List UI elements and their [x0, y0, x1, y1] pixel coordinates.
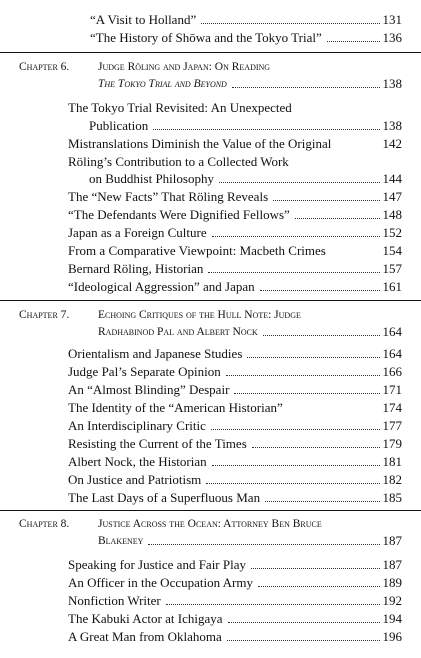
dot-leader — [219, 182, 380, 183]
entry-page: 142 — [382, 136, 402, 151]
chapter-page: 138 — [382, 76, 402, 91]
dot-leader — [226, 375, 380, 376]
chapter-title-line2: The Tokyo Trial and Beyond — [98, 78, 227, 90]
entry-page: 157 — [382, 261, 402, 276]
toc-entry — [68, 364, 402, 380]
toc-entry — [68, 261, 402, 277]
toc-entry — [68, 225, 402, 241]
entry-page: 166 — [382, 364, 402, 379]
dot-leader — [208, 272, 379, 273]
entry-title: “Ideological Aggression” and Japan — [68, 279, 255, 294]
entry-title: A Great Man from Oklahoma — [68, 629, 222, 644]
entry-title: Bernard Röling, Historian — [68, 261, 204, 276]
entry-page: 148 — [382, 207, 402, 222]
entry-page: 174 — [382, 400, 402, 415]
entry-title: From a Comparative Viewpoint: Macbeth Crimes — [68, 243, 326, 258]
entry-page: 147 — [382, 189, 402, 204]
dot-leader — [212, 465, 380, 466]
toc-entry — [68, 207, 402, 223]
entry-page: 171 — [382, 382, 402, 397]
entry-page: 144 — [382, 171, 402, 186]
entry-page: 189 — [382, 575, 402, 590]
dot-leader — [273, 200, 379, 201]
toc-entry — [68, 243, 402, 259]
dot-leader — [263, 335, 380, 336]
entry-page: 131 — [382, 12, 402, 27]
dot-leader — [232, 87, 380, 88]
toc-entry — [68, 100, 402, 116]
entry-title: The Tokyo Trial Revisited: An Unexpected — [68, 100, 292, 115]
entry-title: The Kabuki Actor at Ichigaya — [68, 611, 223, 626]
dot-leader — [212, 236, 380, 237]
chapter-label: Chapter 7. — [19, 309, 70, 321]
chapter-title-line1: Judge Röling and Japan: On Reading — [98, 61, 271, 73]
chapter-title-line1: Echoing Critiques of the Hull Note: Judge — [98, 309, 301, 321]
chapter-label: Chapter 8. — [19, 518, 70, 530]
dot-leader — [265, 501, 379, 502]
section-divider — [0, 510, 421, 511]
toc-entry — [68, 136, 402, 152]
chapter-title — [98, 307, 402, 323]
dot-leader — [327, 41, 380, 42]
dot-leader — [295, 218, 380, 219]
toc-entry — [68, 611, 402, 627]
entry-page: 194 — [382, 611, 402, 626]
toc-entry-continuation — [89, 118, 402, 134]
toc-entry — [68, 400, 402, 416]
entry-page: 164 — [382, 346, 402, 361]
dot-leader — [206, 483, 379, 484]
toc-entry — [90, 30, 402, 46]
dot-leader — [227, 640, 380, 641]
section-divider — [0, 52, 421, 53]
section-divider — [0, 300, 421, 301]
toc-entry — [68, 418, 402, 434]
toc-entry — [68, 154, 402, 170]
toc-entry — [68, 436, 402, 452]
entry-page: 181 — [382, 454, 402, 469]
dot-leader — [234, 393, 379, 394]
entry-page: 196 — [382, 629, 402, 644]
entry-title: An Officer in the Occupation Army — [68, 575, 253, 590]
chapter-title-line2: Blakeney — [98, 535, 144, 547]
entry-title: Orientalism and Japanese Studies — [68, 346, 243, 361]
dot-leader — [153, 129, 379, 130]
toc-entry — [68, 629, 402, 645]
dot-leader — [228, 622, 380, 623]
entry-title: Resisting the Current of the Times — [68, 436, 247, 451]
toc-entry — [68, 454, 402, 470]
entry-page: 187 — [382, 557, 402, 572]
entry-title: Japan as a Foreign Culture — [68, 225, 207, 240]
entry-title: The “New Facts” That Röling Reveals — [68, 189, 269, 204]
chapter-page: 187 — [382, 533, 402, 548]
chapter-title — [98, 516, 402, 532]
toc-entry-continuation — [89, 171, 402, 187]
entry-title: Röling’s Contribution to a Collected Work — [68, 154, 289, 169]
chapter-page: 164 — [382, 324, 402, 339]
dot-leader — [166, 604, 380, 605]
dot-leader — [258, 586, 380, 587]
entry-page: 136 — [382, 30, 402, 45]
entry-title: “The History of Shōwa and the Tokyo Trial” — [90, 30, 322, 45]
toc-entry — [68, 472, 402, 488]
entry-title: Mistranslations Diminish the Value of the Original — [68, 136, 332, 151]
entry-title: Speaking for Justice and Fair Play — [68, 557, 246, 572]
entry-page: 152 — [382, 225, 402, 240]
entry-title: An “Almost Blinding” Despair — [68, 382, 230, 397]
dot-leader — [247, 357, 379, 358]
chapter-title-line2-row — [98, 76, 402, 92]
toc-entry — [68, 279, 402, 295]
chapter-label: Chapter 6. — [19, 61, 70, 73]
toc-entry — [90, 12, 402, 28]
toc-entry — [68, 575, 402, 591]
entry-page: 185 — [382, 490, 402, 505]
chapter-title-line2-row — [98, 324, 402, 340]
dot-leader — [148, 544, 379, 545]
entry-title: The Last Days of a Superfluous Man — [68, 490, 261, 505]
toc-entry — [68, 189, 402, 205]
entry-title: On Justice and Patriotism — [68, 472, 202, 487]
entry-page: 161 — [382, 279, 402, 294]
entry-title: The Identity of the “American Historian” — [68, 400, 283, 415]
chapter-title — [98, 59, 402, 75]
dot-leader — [260, 290, 380, 291]
toc-entry — [68, 557, 402, 573]
entry-page: 177 — [382, 418, 402, 433]
toc-entry — [68, 346, 402, 362]
toc-entry — [68, 382, 402, 398]
dot-leader — [252, 447, 380, 448]
entry-title: Judge Pal’s Separate Opinion — [68, 364, 221, 379]
chapter-title-line2-row — [98, 533, 402, 549]
toc-entry — [68, 593, 402, 609]
dot-leader — [211, 429, 380, 430]
entry-title: Albert Nock, the Historian — [68, 454, 207, 469]
entry-page: 179 — [382, 436, 402, 451]
entry-page: 192 — [382, 593, 402, 608]
entry-continuation: Publication — [89, 118, 149, 133]
dot-leader — [251, 568, 380, 569]
chapter-title-line1: Justice Across the Ocean: Attorney Ben Bruce — [98, 518, 322, 530]
entry-title: “The Defendants Were Dignified Fellows” — [68, 207, 290, 222]
dot-leader — [201, 23, 379, 24]
entry-continuation: on Buddhist Philosophy — [89, 171, 214, 186]
entry-title: An Interdisciplinary Critic — [68, 418, 206, 433]
chapter-title-line2: Radhabinod Pal and Albert Nock — [98, 326, 258, 338]
entry-title: Nonfiction Writer — [68, 593, 161, 608]
entry-page: 182 — [382, 472, 402, 487]
entry-page: 154 — [382, 243, 402, 258]
toc-entry — [68, 490, 402, 506]
entry-page: 138 — [382, 118, 402, 133]
entry-title: “A Visit to Holland” — [90, 12, 197, 27]
